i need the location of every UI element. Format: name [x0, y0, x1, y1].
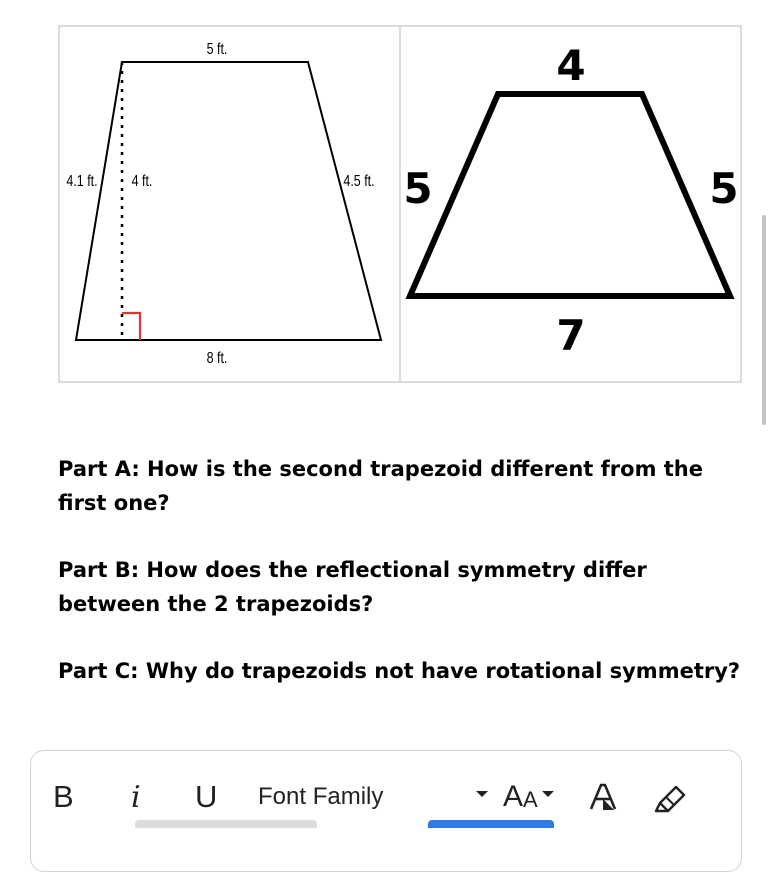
highlight-button[interactable] [652, 775, 688, 819]
bold-label: B [53, 779, 74, 814]
right-right-leg-label: 5 [709, 164, 739, 213]
left-top-base-label: 5 ft. [206, 40, 228, 59]
left-bottom-base-label: 8 ft. [206, 349, 228, 368]
right-bottom-base-label: 7 [556, 311, 586, 360]
caret-down-icon [476, 791, 488, 797]
font-size-big-label: A [503, 780, 524, 813]
underline-button[interactable] [195, 775, 217, 819]
right-left-leg-label: 5 [403, 164, 433, 213]
trapezoid-figure [58, 25, 742, 383]
question-part-a: Part A: How is the second trapezoid different from the first one? [58, 457, 703, 515]
underline-label: U [195, 779, 218, 814]
highlighter-icon [652, 781, 688, 813]
caret-down-icon [542, 791, 554, 797]
font-size-select[interactable] [503, 775, 554, 819]
height-label: 4 ft. [131, 172, 153, 191]
font-family-label: Font Family [258, 783, 384, 810]
right-leg-label: 4.5 ft. [343, 172, 375, 191]
font-color-button[interactable] [587, 775, 619, 819]
bottom-primary-button[interactable] [428, 820, 554, 828]
italic-label: i [131, 779, 141, 815]
italic-button[interactable] [131, 775, 141, 819]
bottom-secondary-button[interactable] [135, 820, 317, 828]
scrollbar[interactable] [762, 215, 766, 425]
question-part-c: Part C: Why do trapezoids not have rotational symmetry? [58, 659, 741, 683]
font-family-select[interactable] [258, 775, 494, 819]
left-leg-label: 4.1 ft. [66, 172, 98, 191]
question-part-b: Part B: How does the reflectional symmetry differ between the 2 trapezoids? [58, 558, 647, 616]
bold-button[interactable] [53, 775, 74, 819]
font-color-icon [587, 781, 619, 813]
font-size-small-label: A [523, 787, 538, 812]
right-top-base-label: 4 [556, 41, 586, 90]
